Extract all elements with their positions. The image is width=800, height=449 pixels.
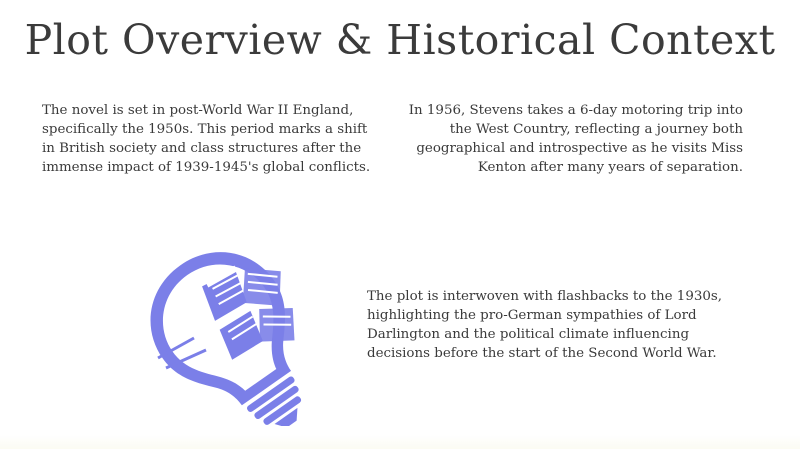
paragraph-setting: The novel is set in post-World War II England, specifically the 1950s. This period marks a shift in British society and class structures after the immense impact of 1939-1945's global conflicts. [42,103,371,175]
slide-title: Plot Overview & Historical Context [24,16,776,64]
paragraph-flashbacks: The plot is interwoven with flashbacks to the 1930s, highlighting the pro-German sympathies of Lord Darlington and the political climate influencing decisions before the start of the Second World War. [367,289,723,361]
bottom-glow [0,435,800,449]
lightbulb-book-icon [96,246,311,426]
paragraph-journey: In 1956, Stevens takes a 6-day motoring trip into the West Country, reflecting a journey both geographical and introspective as he visits Miss Kenton after many years of separation. [408,103,743,175]
